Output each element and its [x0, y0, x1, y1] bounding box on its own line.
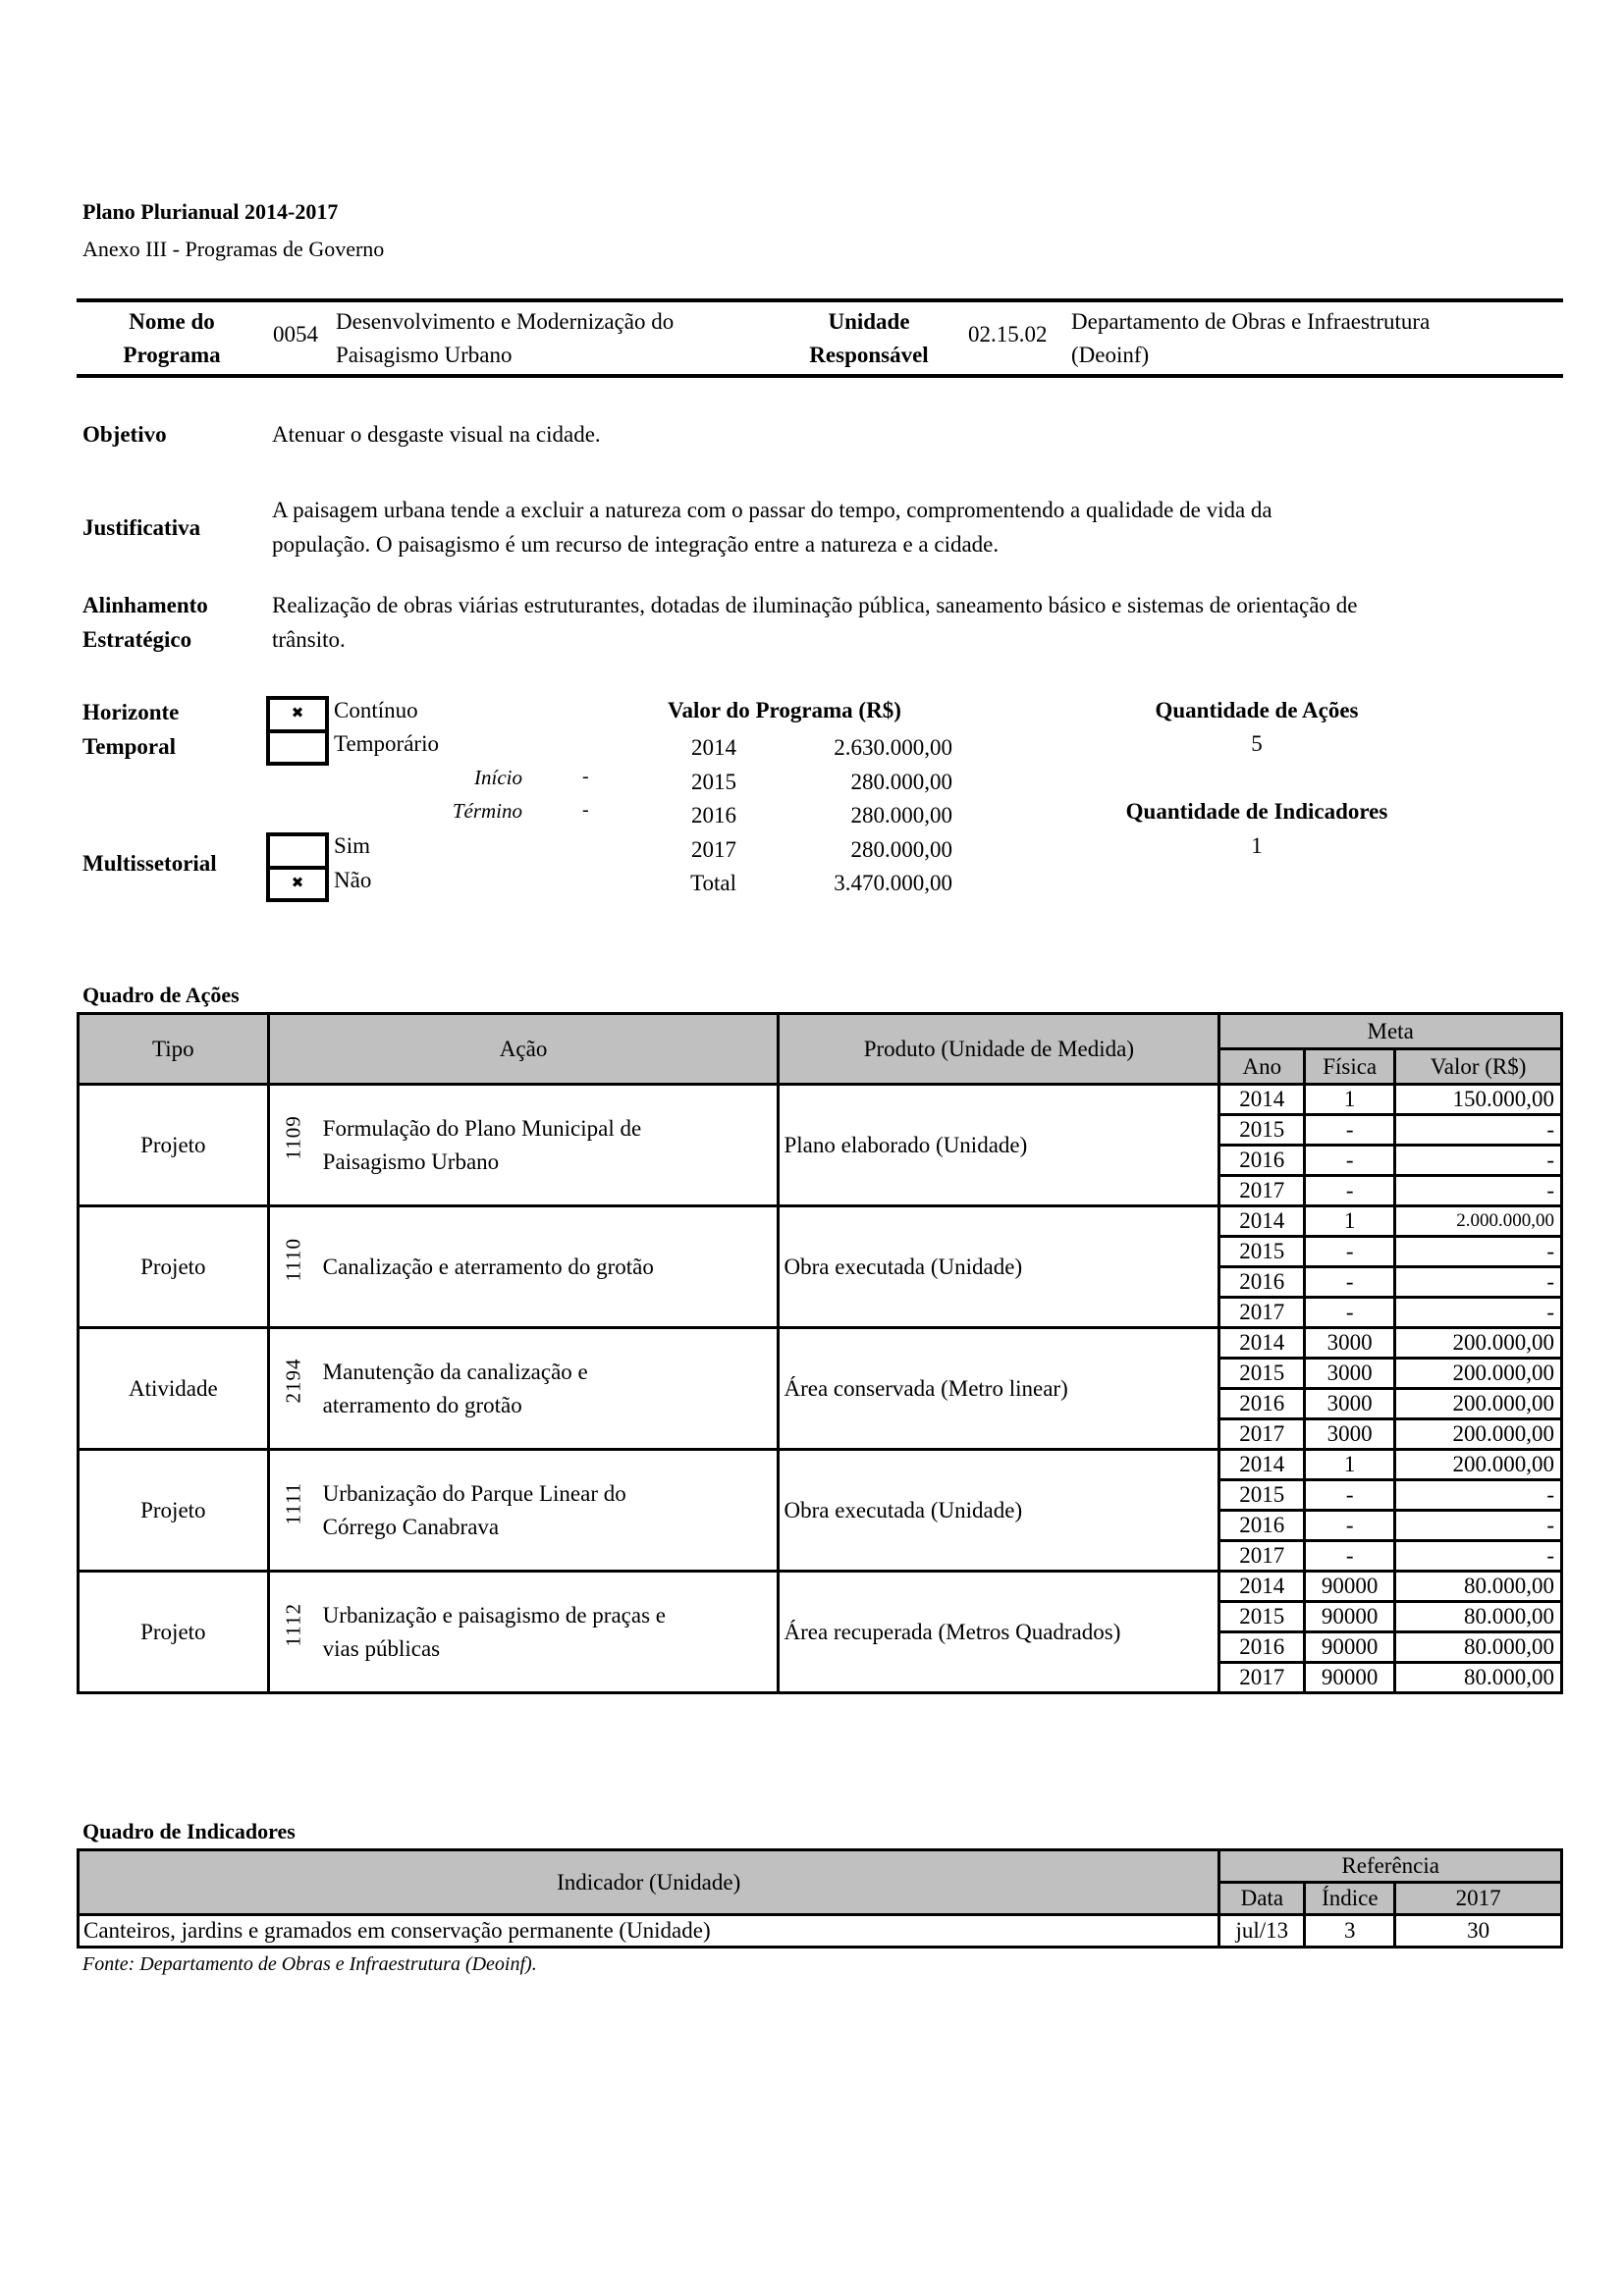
meta-valor: 200.000,00 [1395, 1328, 1562, 1359]
valor-row [668, 766, 952, 800]
meta-valor: - [1395, 1237, 1562, 1267]
meta-fisica: - [1305, 1298, 1395, 1328]
meta-fisica: - [1305, 1237, 1395, 1267]
meta-ano: 2015 [1219, 1115, 1305, 1146]
program-name-line2: Paisagismo Urbano [336, 343, 513, 367]
meta-fisica: - [1305, 1511, 1395, 1541]
header-top-rule [77, 298, 1563, 302]
alinhamento-line1: Realização de obras viárias estruturantes, dotadas de iluminação pública, saneamento básico e sistemas de orientação de [272, 593, 1358, 617]
meta-ano: 2016 [1219, 1632, 1305, 1663]
header-tipo: Tipo [79, 1014, 269, 1085]
horizonte-label-line1: Horizonte [82, 700, 180, 724]
table-row [79, 1915, 1562, 1948]
meta-ano: 2015 [1219, 1602, 1305, 1632]
meta-ano: 2015 [1219, 1480, 1305, 1511]
header-indicador: Indicador (Unidade) [79, 1850, 1219, 1915]
termino-value: - [582, 799, 589, 821]
objetivo-text: Atenuar o desgaste visual na cidade. [272, 422, 601, 447]
x-mark-icon: ✖ [291, 874, 304, 891]
meta-valor: 150.000,00 [1395, 1085, 1562, 1115]
program-label-line1: Nome do [129, 309, 215, 334]
valor-year: 2015 [691, 769, 736, 794]
program-name [336, 305, 674, 372]
acao-text-line1: Urbanização e paisagismo de praças e [322, 1602, 666, 1628]
x-mark-icon: ✖ [291, 704, 304, 721]
acao-tipo: Projeto [79, 1572, 269, 1693]
option-continuo-label: Contínuo [334, 698, 418, 722]
justificativa-line2: população. O paisagismo é um recurso de integração entre a natureza e a cidade. [272, 532, 1000, 557]
acao-text-line1: Manutenção da canalização e [322, 1359, 588, 1384]
justificativa-text [272, 493, 1558, 561]
acao-produto: Plano elaborado (Unidade) [779, 1085, 1219, 1206]
alinhamento-label [82, 588, 208, 657]
header-acao: Ação [268, 1014, 779, 1085]
meta-fisica: 3000 [1305, 1359, 1395, 1389]
valor-row [668, 731, 952, 766]
header-indice: Índice [1305, 1883, 1395, 1915]
unit-label-line1: Unidade [828, 309, 910, 334]
termino-label: Término [452, 799, 522, 823]
meta-valor: 200.000,00 [1395, 1450, 1562, 1480]
header-valor: Valor (R$) [1395, 1049, 1562, 1085]
acao-text-line1: Formulação do Plano Municipal de [322, 1115, 642, 1141]
acao-code: 1110 [281, 1238, 305, 1282]
acao-text-line2: Paisagismo Urbano [322, 1148, 500, 1174]
meta-fisica: - [1305, 1115, 1395, 1146]
meta-fisica: 3000 [1305, 1419, 1395, 1450]
acao-code: 1109 [281, 1115, 305, 1160]
meta-fisica: 90000 [1305, 1632, 1395, 1663]
valor-row [668, 833, 952, 868]
acao-code: 1111 [281, 1481, 305, 1525]
acao-text-line2: vias públicas [322, 1635, 441, 1661]
meta-valor: - [1395, 1176, 1562, 1206]
option-nao-label: Não [334, 868, 372, 892]
meta-fisica: - [1305, 1480, 1395, 1511]
meta-valor: - [1395, 1480, 1562, 1511]
meta-ano: 2016 [1219, 1389, 1305, 1419]
header-fisica: Física [1305, 1049, 1395, 1085]
header-ano: Ano [1219, 1049, 1305, 1085]
meta-fisica: 1 [1305, 1085, 1395, 1115]
valor-amount: 3.470.000,00 [834, 871, 952, 895]
meta-fisica: 90000 [1305, 1572, 1395, 1602]
meta-ano: 2014 [1219, 1206, 1305, 1237]
meta-valor: 200.000,00 [1395, 1359, 1562, 1389]
meta-fisica: - [1305, 1541, 1395, 1572]
acao-produto: Obra executada (Unidade) [779, 1206, 1219, 1328]
acao-tipo: Projeto [79, 1085, 269, 1206]
meta-valor: - [1395, 1511, 1562, 1541]
table-row [79, 1450, 1562, 1480]
quantidade-acoes-value: 5 [1251, 731, 1263, 756]
meta-ano: 2017 [1219, 1176, 1305, 1206]
table-header-row [79, 1014, 1562, 1049]
indicador-meta-2017: 30 [1395, 1915, 1562, 1948]
program-code: 0054 [273, 322, 318, 347]
meta-ano: 2014 [1219, 1085, 1305, 1115]
program-label-line2: Programa [123, 343, 221, 367]
acao-tipo: Projeto [79, 1450, 269, 1572]
meta-ano: 2016 [1219, 1511, 1305, 1541]
valor-row [668, 799, 952, 833]
acao-text-line2: Córrego Canabrava [322, 1514, 500, 1539]
acao-cell [268, 1206, 779, 1328]
valor-amount: 2.630.000,00 [834, 735, 952, 760]
meta-valor: 80.000,00 [1395, 1572, 1562, 1602]
meta-valor: 80.000,00 [1395, 1602, 1562, 1632]
table-row [79, 1328, 1562, 1359]
alinhamento-text [272, 588, 1558, 657]
meta-valor: - [1395, 1146, 1562, 1176]
quadro-indicadores-title: Quadro de Indicadores [82, 1819, 296, 1843]
document-title: Plano Plurianual 2014-2017 [82, 199, 339, 224]
header-data: Data [1219, 1883, 1305, 1915]
header-referencia: Referência [1219, 1850, 1562, 1883]
checkbox-continuo[interactable] [266, 696, 329, 733]
meta-ano: 2015 [1219, 1359, 1305, 1389]
valor-programa-title: Valor do Programa (R$) [668, 698, 901, 722]
acao-code: 1112 [281, 1603, 305, 1647]
meta-ano: 2015 [1219, 1237, 1305, 1267]
table-row [79, 1206, 1562, 1237]
justificativa-line1: A paisagem urbana tende a excluir a natureza com o passar do tempo, compromentendo a qualidade de vida da [272, 498, 1272, 522]
meta-ano: 2016 [1219, 1267, 1305, 1298]
acao-cell [268, 1328, 779, 1450]
meta-fisica: 3000 [1305, 1328, 1395, 1359]
meta-fisica: - [1305, 1267, 1395, 1298]
meta-valor: 80.000,00 [1395, 1632, 1562, 1663]
program-label [98, 305, 245, 372]
acao-code: 2194 [281, 1358, 305, 1404]
meta-valor: 2.000.000,00 [1395, 1206, 1562, 1237]
acao-cell [268, 1085, 779, 1206]
valor-year: 2014 [691, 735, 736, 760]
meta-ano: 2017 [1219, 1419, 1305, 1450]
alinhamento-label-line2: Estratégico [82, 627, 192, 652]
meta-fisica: 1 [1305, 1206, 1395, 1237]
meta-valor: - [1395, 1115, 1562, 1146]
valor-row-total [668, 867, 952, 901]
indicador-data: jul/13 [1219, 1915, 1305, 1948]
alinhamento-line2: trânsito. [272, 627, 346, 652]
quadro-indicadores-table [77, 1848, 1563, 1949]
meta-ano: 2014 [1219, 1450, 1305, 1480]
unit-label [785, 305, 952, 372]
meta-ano: 2017 [1219, 1541, 1305, 1572]
acao-produto: Área recuperada (Metros Quadrados) [779, 1572, 1219, 1693]
table-header-row [79, 1850, 1562, 1883]
meta-fisica: - [1305, 1146, 1395, 1176]
checkbox-sim[interactable] [266, 832, 329, 870]
justificativa-label: Justificativa [82, 515, 201, 540]
unit-name-line1: Departamento de Obras e Infraestrutura [1071, 309, 1431, 334]
quantidade-indicadores-value: 1 [1251, 833, 1263, 858]
acao-text-line1: Canalização e aterramento do grotão [322, 1254, 654, 1279]
acao-cell [268, 1450, 779, 1572]
option-sim-label: Sim [334, 833, 371, 858]
indicador-indice: 3 [1305, 1915, 1395, 1948]
table-row [79, 1572, 1562, 1602]
document-subtitle: Anexo III - Programas de Governo [82, 237, 385, 261]
meta-fisica: 90000 [1305, 1602, 1395, 1632]
meta-fisica: 3000 [1305, 1389, 1395, 1419]
valor-amount: 280.000,00 [850, 769, 952, 794]
unit-label-line2: Responsável [809, 343, 929, 367]
valor-year: 2016 [691, 803, 736, 828]
objetivo-label: Objetivo [82, 422, 167, 447]
indicador-name: Canteiros, jardins e gramados em conservação permanente (Unidade) [79, 1915, 1219, 1948]
inicio-value: - [582, 766, 589, 787]
quantidade-acoes-label: Quantidade de Ações [1155, 698, 1359, 722]
unit-code: 02.15.02 [968, 322, 1048, 347]
quadro-acoes-table [77, 1012, 1563, 1694]
alinhamento-label-line1: Alinhamento [82, 593, 208, 617]
program-name-line1: Desenvolvimento e Modernização do [336, 309, 675, 334]
header-meta: Meta [1219, 1014, 1562, 1049]
unit-name-line2: (Deoinf) [1071, 343, 1150, 367]
checkbox-temporario[interactable] [266, 729, 329, 766]
meta-ano: 2014 [1219, 1572, 1305, 1602]
table-row [79, 1085, 1562, 1115]
unit-name [1071, 305, 1430, 372]
horizonte-label-line2: Temporal [82, 734, 176, 759]
meta-valor: 200.000,00 [1395, 1389, 1562, 1419]
option-temporario-label: Temporário [334, 731, 439, 756]
quadro-acoes-title: Quadro de Ações [82, 983, 240, 1007]
acao-produto: Área conservada (Metro linear) [779, 1328, 1219, 1450]
horizonte-label [82, 695, 179, 764]
valor-amount: 280.000,00 [850, 803, 952, 828]
checkbox-nao[interactable] [266, 866, 329, 902]
valor-year: Total [690, 871, 736, 895]
meta-fisica: - [1305, 1176, 1395, 1206]
acao-produto: Obra executada (Unidade) [779, 1450, 1219, 1572]
acao-tipo: Atividade [79, 1328, 269, 1450]
valor-amount: 280.000,00 [850, 836, 952, 862]
multissetorial-label: Multissetorial [82, 851, 217, 876]
meta-valor: 200.000,00 [1395, 1419, 1562, 1450]
header-ano-2017: 2017 [1395, 1883, 1562, 1915]
meta-ano: 2016 [1219, 1146, 1305, 1176]
acao-text-line1: Urbanização do Parque Linear do [322, 1480, 626, 1506]
meta-valor: 80.000,00 [1395, 1663, 1562, 1693]
header-bottom-rule [77, 374, 1563, 378]
meta-valor: - [1395, 1298, 1562, 1328]
meta-valor: - [1395, 1267, 1562, 1298]
quantidade-indicadores-label: Quantidade de Indicadores [1125, 799, 1388, 824]
inicio-label: Início [474, 766, 522, 789]
valor-year: 2017 [691, 836, 736, 862]
fonte-note: Fonte: Departamento de Obras e Infraestrutura (Deoinf). [82, 1953, 537, 1975]
meta-ano: 2017 [1219, 1663, 1305, 1693]
acao-tipo: Projeto [79, 1206, 269, 1328]
meta-fisica: 90000 [1305, 1663, 1395, 1693]
header-produto: Produto (Unidade de Medida) [779, 1014, 1219, 1085]
meta-fisica: 1 [1305, 1450, 1395, 1480]
acao-text-line2: aterramento do grotão [322, 1392, 522, 1417]
valor-programa-table [668, 731, 952, 901]
acao-cell [268, 1572, 779, 1693]
meta-ano: 2017 [1219, 1298, 1305, 1328]
meta-ano: 2014 [1219, 1328, 1305, 1359]
meta-valor: - [1395, 1541, 1562, 1572]
